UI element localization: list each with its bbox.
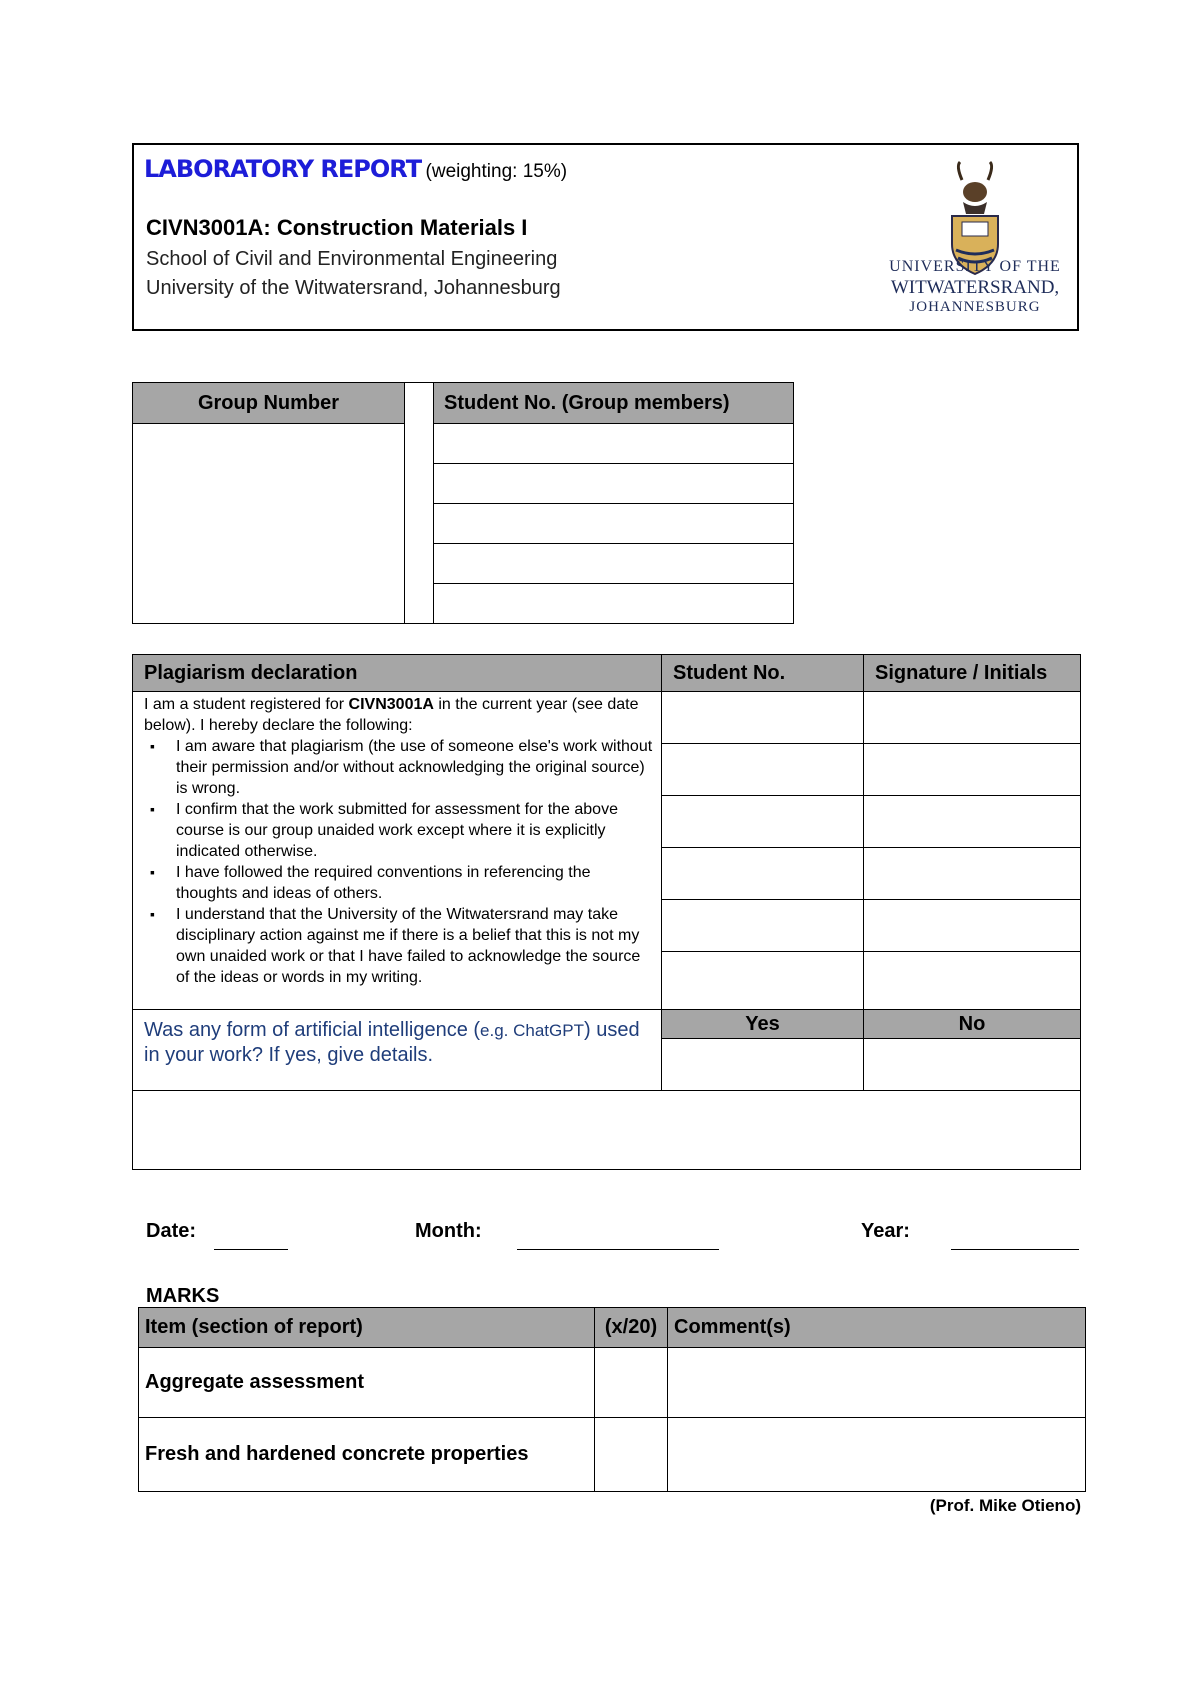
ai-no-checkbox[interactable] [864,1039,1081,1091]
signature-entry[interactable] [864,848,1081,900]
student-no-entry[interactable] [662,952,864,1010]
month-label: Month: [415,1220,482,1242]
student-no-entry[interactable] [662,744,864,796]
signature-column-header: Signature / Initials [864,655,1081,692]
report-title-line [144,155,567,183]
marks-table [138,1307,1086,1492]
student-no-field[interactable] [434,424,794,464]
score-column-header: (x/20) [595,1308,668,1348]
student-no-entry[interactable] [662,796,864,848]
item-column-header: Item (section of report) [139,1308,595,1348]
school-name: School of Civil and Environmental Engineering [146,248,558,270]
student-no-field[interactable] [434,544,794,584]
score-field[interactable] [595,1418,668,1492]
logo-line-2: WITWATERSRAND, [890,277,1060,298]
month-input-line[interactable] [517,1249,719,1250]
signature-entry[interactable] [864,952,1081,1010]
ai-no-header: No [864,1010,1081,1039]
declaration-text [133,692,662,1010]
year-input-line[interactable] [951,1249,1079,1250]
university-name: University of the Witwatersrand, Johannesburg [146,277,561,299]
student-no-field[interactable] [434,584,794,624]
marks-row-label: Aggregate assessment [139,1348,595,1418]
declaration-intro: I am a student registered for CIVN3001A in the current year (see date below). I hereby declare the following: [144,696,639,734]
group-members-table [132,382,794,624]
spacer-column [405,383,434,624]
comment-field[interactable] [668,1348,1086,1418]
signature-entry[interactable] [864,900,1081,952]
comment-column-header: Comment(s) [668,1308,1086,1348]
declaration-list [144,736,653,988]
marks-row-label: Fresh and hardened concrete properties [139,1418,595,1492]
plagiarism-header: Plagiarism declaration [133,655,662,692]
date-input-line[interactable] [214,1249,288,1250]
plagiarism-declaration-table [132,654,1081,1170]
declaration-item: ▪ I confirm that the work submitted for assessment for the above course is our group unaided work except where it is explicitly indicated otherwise. [176,799,653,862]
date-label: Date: [146,1220,197,1242]
course-title: CIVN3001A: Construction Materials I [146,215,528,240]
ai-yes-header: Yes [662,1010,864,1039]
student-no-field[interactable] [434,504,794,544]
student-no-header: Student No. (Group members) [434,383,794,424]
group-number-field[interactable] [133,424,405,624]
declaration-item: ▪ I understand that the University of the Witwatersrand may take disciplinary action against me if there is a belief that this is not my own unaided work or that I have failed to acknowledge the source of the ideas or words in my writing. [176,904,653,988]
signoff: (Prof. Mike Otieno) [929,1496,1081,1515]
report-title: LABORATORY REPORT [144,155,422,183]
student-no-entry[interactable] [662,848,864,900]
student-no-field[interactable] [434,464,794,504]
weighting-note: (weighting: 15%) [425,161,568,182]
declaration-item: ▪ I have followed the required conventions in referencing the thoughts and ideas of others. [176,862,653,904]
ai-details-field[interactable] [133,1091,1081,1170]
ai-yes-checkbox[interactable] [662,1039,864,1091]
comment-field[interactable] [668,1418,1086,1492]
student-no-entry[interactable] [662,692,864,744]
logo-line-3: JOHANNESBURG [909,299,1041,315]
group-number-header: Group Number [133,383,405,424]
student-no-column-header: Student No. [662,655,864,692]
score-field[interactable] [595,1348,668,1418]
logo-line-1: UNIVERSITY OF THE [889,258,1061,275]
signature-entry[interactable] [864,692,1081,744]
student-no-entry[interactable] [662,900,864,952]
year-label: Year: [861,1220,910,1242]
signature-entry[interactable] [864,796,1081,848]
signature-entry[interactable] [864,744,1081,796]
ai-usage-question: Was any form of artificial intelligence (e.g. ChatGPT) used in your work? If yes, give details. [133,1010,662,1091]
declaration-item: ▪ I am aware that plagiarism (the use of someone else's work without their permission and/or without acknowledging the original source) is wrong. [176,736,653,799]
marks-title: MARKS [146,1285,220,1307]
